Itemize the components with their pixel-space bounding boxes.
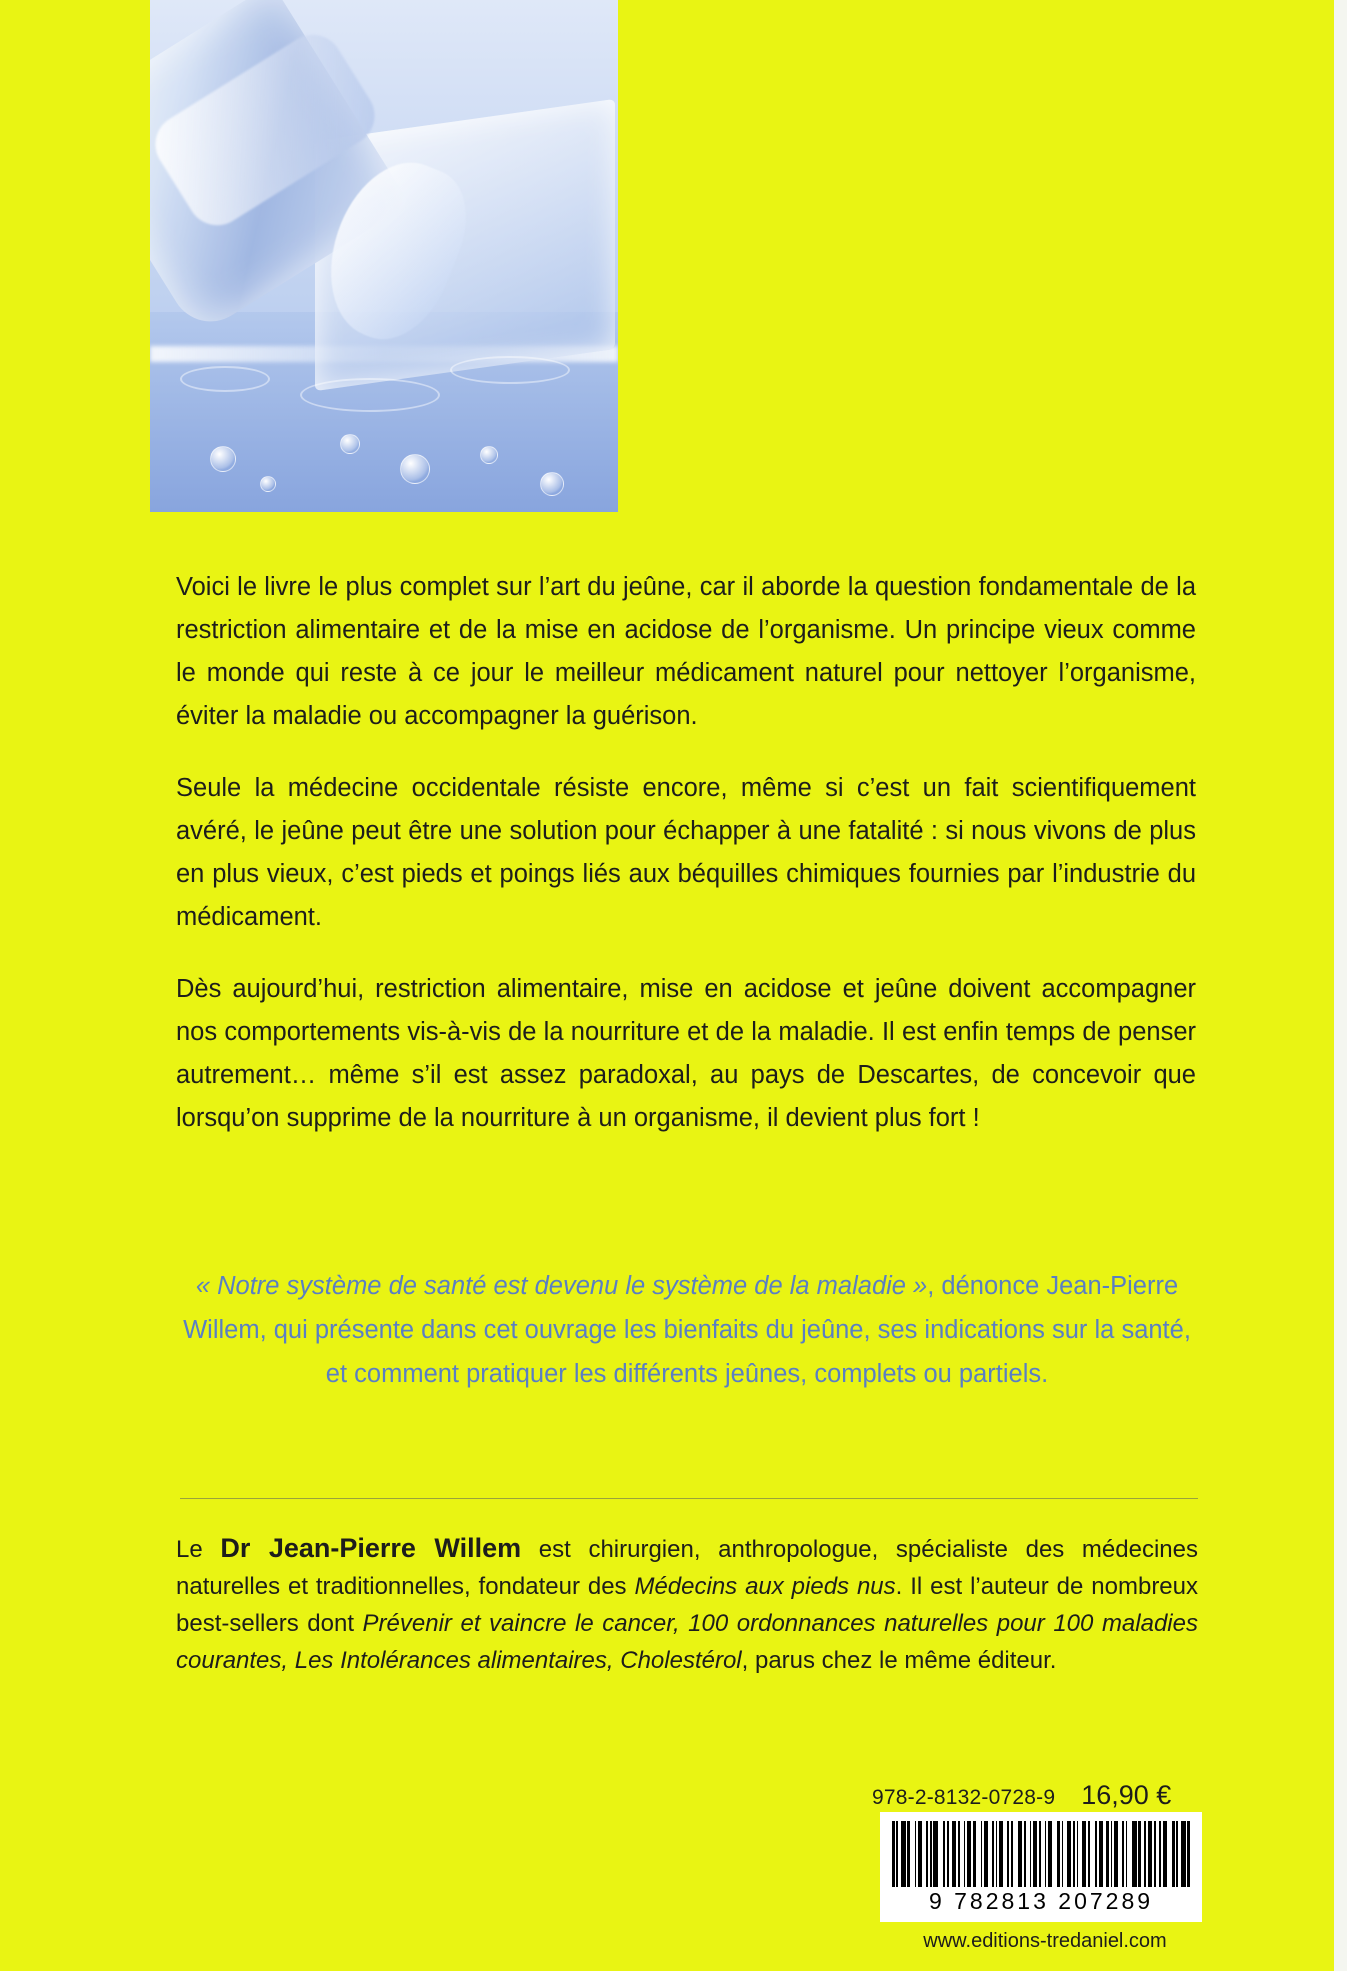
bubble-icon xyxy=(340,434,360,454)
bubble-icon xyxy=(400,454,430,484)
divider xyxy=(180,1498,1198,1499)
author-bio-lead: Le xyxy=(176,1536,221,1563)
bubble-icon xyxy=(210,446,236,472)
pull-quote-attribution: , dénonce Jean-Pierre Willem, qui présente dans cet ouvrage les bienfaits du jeûne, ses indications sur la santé, et comment pratiquer les différents jeûnes, complets ou partiels. xyxy=(183,1272,1191,1388)
barcode-bars xyxy=(892,1821,1190,1887)
bubble-icon xyxy=(540,472,564,496)
pull-quote-quoted-text: « Notre système de santé est devenu le système de la maladie » xyxy=(195,1272,928,1300)
author-name: Dr Jean-Pierre Willem xyxy=(220,1533,522,1563)
page-edge-strip xyxy=(1334,0,1347,1971)
barcode-digits: 9 782813 207289 xyxy=(928,1888,1154,1914)
publisher-url: www.editions-tredaniel.com xyxy=(923,1930,1167,1952)
author-bio-part-1: est chirurgien, anthropologue, spécialiste des médecines naturelles et traditionnelles, fondateur des xyxy=(176,1536,1198,1600)
water-pouring-photo xyxy=(150,0,618,512)
blurb-paragraph-2: Seule la médecine occidentale résiste encore, même si c’est un fait scientifiquement avéré, le jeûne peut être une solution pour échapper à une fatalité : si nous vivons de plus en plus vieux, c’est pieds et poings liés aux béquilles chimiques fournies par l’industrie du médicament. xyxy=(176,774,1196,931)
blurb-text xyxy=(176,566,1196,1140)
bubble-icon xyxy=(480,446,498,464)
ripple-icon xyxy=(450,356,570,384)
barcode xyxy=(880,1812,1202,1922)
pull-quote xyxy=(176,1264,1198,1396)
blurb-paragraph-1: Voici le livre le plus complet sur l’art du jeûne, car il aborde la question fondamentale de la restriction alimentaire et de la mise en acidose de l’organisme. Un principe vieux comme le monde qui reste à ce jour le meilleur médicament naturel pour nettoyer l’organisme, éviter la maladie ou accompagner la guérison. xyxy=(176,573,1196,730)
author-bio-part-3: , parus chez le même éditeur. xyxy=(741,1647,1057,1674)
bubble-icon xyxy=(260,476,276,492)
ripple-icon xyxy=(300,378,440,412)
author-bio-italic-1: Médecins aux pieds nus xyxy=(634,1573,896,1600)
author-bio xyxy=(176,1530,1198,1679)
ripple-icon xyxy=(180,366,270,392)
author-bio-part-2: . Il est l’auteur de nombreux best-sellers dont xyxy=(176,1573,1199,1637)
isbn-price-line xyxy=(872,1780,1202,1811)
price-label: 16,90 € xyxy=(1081,1780,1172,1810)
isbn-text: 978-2-8132-0728-9 xyxy=(872,1786,1056,1809)
blurb-paragraph-3: Dès aujourd’hui, restriction alimentaire, mise en acidose et jeûne doivent accompagner nos comportements vis-à-vis de la nourriture et de la maladie. Il est enfin temps de penser autrement… même s’il est assez paradoxal, au pays de Descartes, de concevoir que lorsqu’on supprime de la nourriture à un organisme, il devient plus fort ! xyxy=(176,975,1196,1132)
author-bio-italic-2: Prévenir et vaincre le cancer, 100 ordonnances naturelles pour 100 maladies courantes, Les Intolérances alimentaires, Cholestérol xyxy=(176,1610,1198,1674)
